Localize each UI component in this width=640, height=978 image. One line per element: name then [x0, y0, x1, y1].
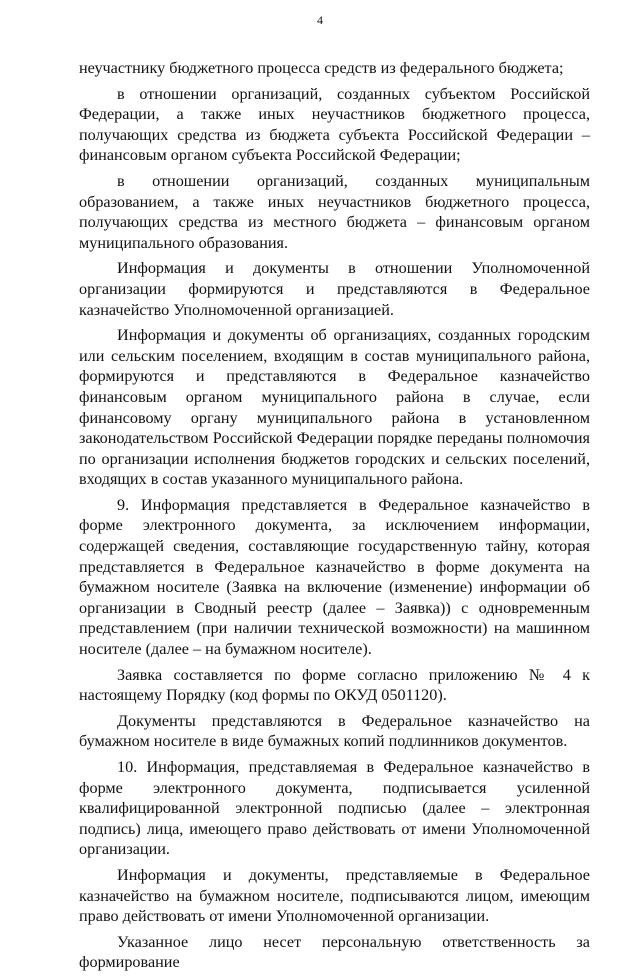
paragraph-paper-documents: Документы представляются в Федеральное казначейство на бумажном носителе в виде бумажных копий подлинников документов.: [79, 711, 590, 751]
paragraph-application-form: Заявка составляется по форме согласно приложению № 4 к настоящему Порядку (код формы по ОКУД 0501120).: [79, 665, 590, 705]
paragraph-authorized-organization: Информация и документы в отношении Уполномоченной организации формируются и представляются в Федеральное казначейство Уполномоченной организацией.: [79, 259, 590, 319]
paragraph-continuation: неучастнику бюджетного процесса средств из федерального бюджета;: [79, 59, 564, 77]
document-body: [79, 58, 590, 978]
paragraph-item-10: 10. Информация, представляемая в Федеральное казначейство в форме электронного документа, подписывается усиленной квалифицированной электронной подписью (далее – электронная подпись) лица, имеющего право действовать от имени Уполномоченной организации.: [79, 758, 590, 859]
paragraph-subject-federation: в отношении организаций, созданных субъектом Российской Федерации, а также иных неучастников бюджетного процесса, получающих средства из бюджета субъекта Российской Федерации – финансовым органом субъекта Российской Федерации;: [79, 84, 590, 165]
paragraph-paper-signing: Информация и документы, представляемые в Федеральное казначейство на бумажном носителе, подписываются лицом, имеющим право действовать от имени Уполномоченной организации.: [79, 865, 590, 926]
paragraph-responsibility: Указанное лицо несет персональную ответственность за формирование: [79, 932, 590, 972]
paragraph-municipal-formation: в отношении организаций, созданных муниципальным образованием, а также иных неучастников бюджетного процесса, получающих средства из местного бюджета – финансовым органом муниципального образования.: [79, 171, 590, 252]
paragraph-item-9: 9. Информация представляется в Федеральное казначейство в форме электронного документа, за исключением информации, содержащей сведения, составляющие государственную тайну, которая представляется в Федеральное казначейство в форме документа на бумажном носителе (Заявка на включение (изменение) информации об организации в Сводный реестр (далее – Заявка)) с одновременным представлением (при наличии технической возможности) на машинном носителе (далее – на бумажном носителе).: [79, 495, 590, 659]
paragraph-settlements: Информация и документы об организациях, созданных городским или сельским поселением, входящим в состав муниципального района, формируются и представляются в Федеральное казначейство финансовым органом муниципального района в случае, если финансовому органу муниципального района в установленном законодательством Российской Федерации порядке переданы полномочия по организации исполнения бюджетов городских и сельских поселений, входящих в состав указанного муниципального района.: [79, 326, 590, 489]
page-number: 4: [317, 13, 323, 27]
